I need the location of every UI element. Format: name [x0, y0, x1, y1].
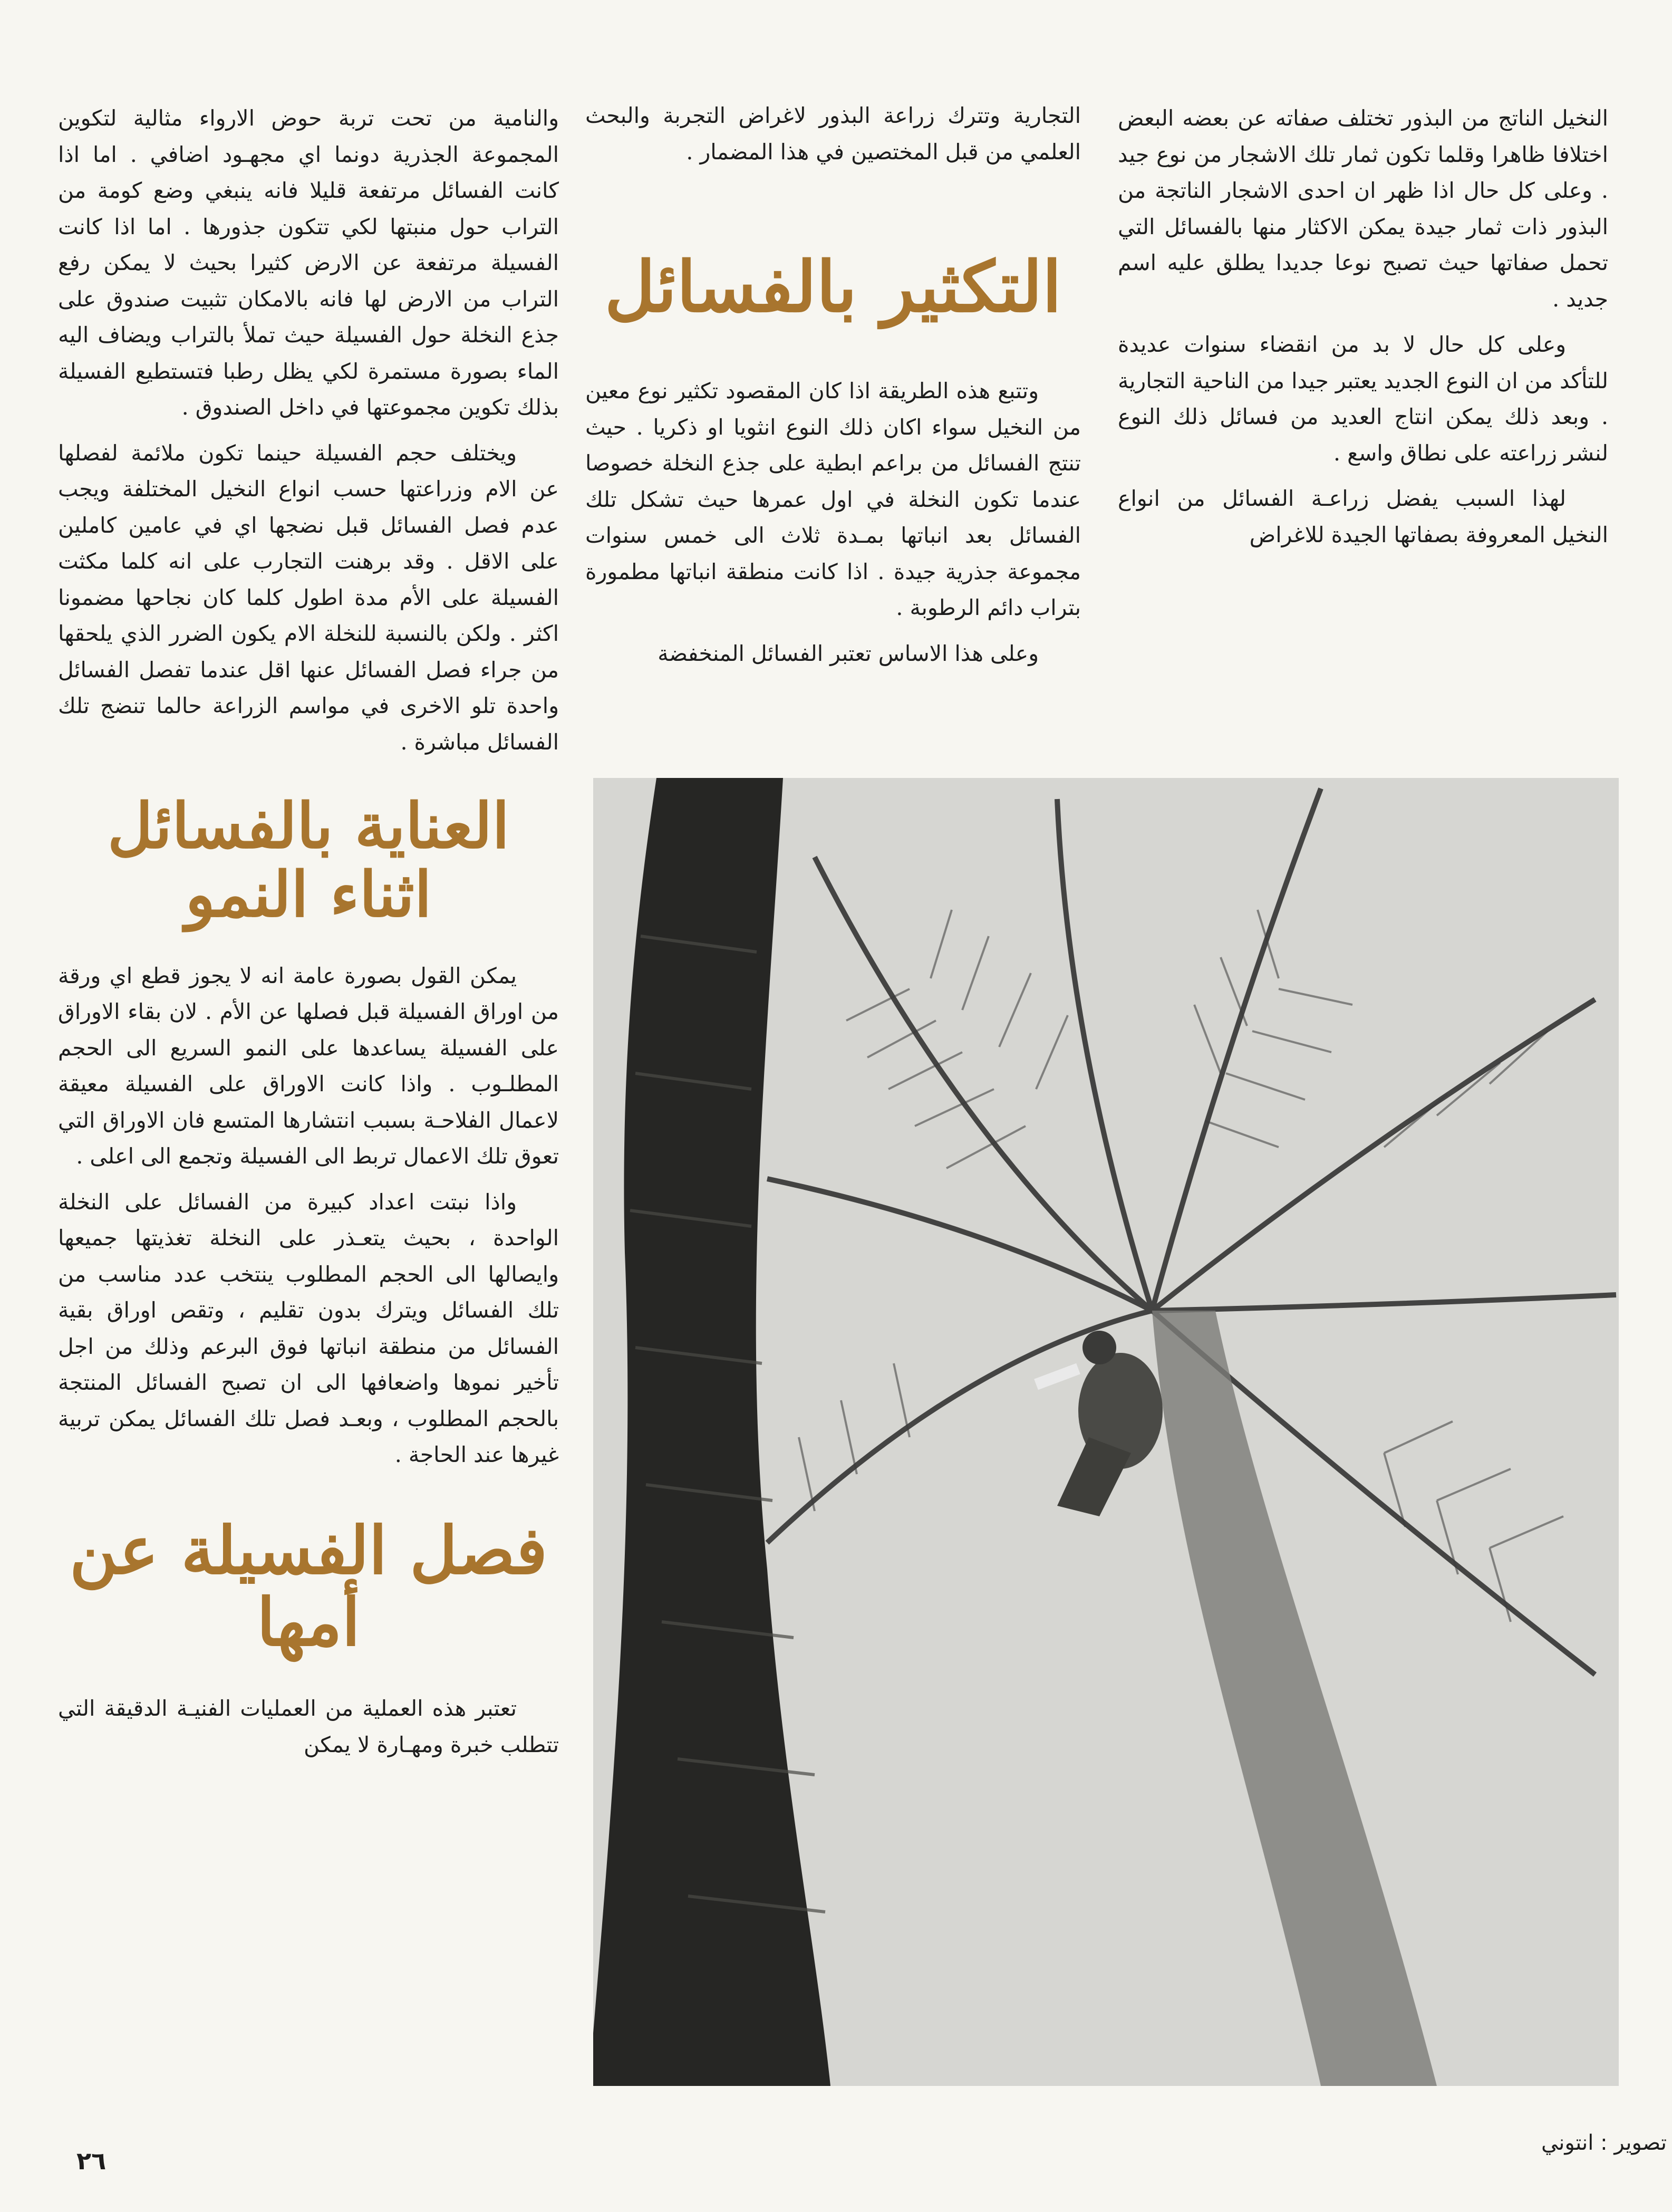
- palm-tree-photo: [593, 778, 1619, 2086]
- body-paragraph: واذا نبتت اعداد كبيرة من الفسائل على النخلة الواحدة ، بحيث يتعـذر على النخلة تغذيتها جميعها وايصالها الى الحجم المطلوب ينتخب عدد مناسب من تلك الفسائل ويترك بدون تقليم ، وتقص اوراق بقية الفسائل من منطقة انباتها فوق البرعم وذلك من اجل تأخير نموها واضعافها الى ان تصبح الفسائل المنتجة بالحجم المطلوب ، وبعـد فصل تلك الفسائل يمكن تربية غيرها عند الحاجة .: [58, 1189, 559, 1468]
- body-paragraph: وعلى كل حال لا بد من انقضاء سنوات عديدة للتأكد من ان النوع الجديد يعتبر جيدا من الناحية التجارية . وبعد ذلك يمكن انتاج العديد من فسائل ذلك النوع لنشر زراعته على نطاق واسع .: [1118, 332, 1608, 466]
- body-paragraph: التجارية وتترك زراعة البذور لاغراض التجربة والبحث العلمي من قبل المختصين في هذا المضمار .: [585, 103, 1081, 165]
- article-column-right: [1118, 100, 1608, 562]
- article-column-left: [58, 100, 559, 1772]
- page-number: ٢٦: [76, 2147, 107, 2175]
- body-paragraph: النخيل الناتج من البذور تختلف صفاته عن بعضه البعض اختلافا ظاهرا وقلما تكون ثمار تلك الاشجار من نوع جيد . وعلى كل حال اذا ظهر ان احدى الاشجار الناتجة من البذور ذات ثمار جيدة يمكن الاكثار منها بالفسائل التي تحمل صفاتها حيث تصبح نوعا جديدا يطلق عليه اسم جديد .: [1118, 105, 1608, 312]
- section-heading: العناية بالفسائل اثناء النمو: [107, 789, 510, 931]
- section-heading: التكثير بالفسائل: [604, 246, 1062, 328]
- photo-credit: تصوير : انتوني: [1541, 2131, 1667, 2155]
- section-heading: فصل الفسيلة عن أمها: [70, 1512, 547, 1661]
- article-column-middle: [585, 98, 1081, 681]
- body-paragraph: ويختلف حجم الفسيلة حينما تكون ملائمة لفصلها عن الام وزراعتها حسب انواع النخيل المختلفة ويجب عدم فصل الفسائل قبل نضجها اي في عامين كاملين على الاقل . وقد برهنت التجارب على انه كلما مكثت الفسيلة على الأم مدة اطول كلما كان نجاحها مضمونا اكثر . ولكن بالنسبة للنخلة الام يكون الضرر الذي يلحقها من جراء فصل الفسائل عنها اقل عندما تفصل الفسائل واحدة تلو الاخرى في مواسم الزراعة حالما تنضج تلك الفسائل مباشرة .: [58, 440, 559, 755]
- body-paragraph: يمكن القول بصورة عامة انه لا يجوز قطع اي ورقة من اوراق الفسيلة قبل فصلها عن الأم . لان بقاء الاوراق على الفسيلة يساعدها على النمو السريع الى الحجم المطلـوب . واذا كانت الاوراق على الفسيلة معيقة لاعمال الفلاحـة بسبب انتشارها المتسع فان الاوراق التي تعوق تلك الاعمال تربط الى الفسيلة وتجمع الى اعلى .: [58, 963, 559, 1169]
- body-paragraph: لهذا السبب يفضل زراعـة الفسائل من انواع النخيل المعروفة بصفاتها الجيدة للاغراض: [1118, 486, 1608, 547]
- body-paragraph: وعلى هذا الاساس تعتبر الفسائل المنخفضة: [658, 640, 1039, 666]
- body-paragraph: والنامية من تحت تربة حوض الارواء مثالية لتكوين المجموعة الجذرية دونما اي مجهـود اضافي . اما اذا كانت الفسائل مرتفعة قليلا فانه ينبغي وضع كومة من التراب حول منبتها لكي تتكون جذورها . اما اذا كانت الفسيلة مرتفعة عن الارض كثيرا بحيث لا يمكن رفع التراب من الارض لها فانه بالامكان تثبيت صندوق على جذع النخلة حول الفسيلة حيث تملأ بالتراب ويضاف اليه الماء بصورة مستمرة لكي يظل رطبا فتستطيع الفسيلة بذلك تكوين مجموعتها في داخل الصندوق .: [58, 105, 559, 420]
- palm-illustration: [593, 778, 1619, 2086]
- body-paragraph: تعتبر هذه العملية من العمليات الفنيـة الدقيقة التي تتطلب خبرة ومهـارة لا يمكن: [58, 1696, 559, 1757]
- body-paragraph: وتتبع هذه الطريقة اذا كان المقصود تكثير نوع معين من النخيل سواء اكان ذلك النوع انثويا او ذكريا . حيث تنتج الفسائل من براعم ابطية على جذع النخلة خصوصا عندما تكون النخلة في اول عمرها حيث تشكل تلك الفسائل بعد انباتها بمـدة ثلاث الى خمس سنوات مجموعة جذرية جيدة . اذا كانت منطقة انباتها مطمورة بتراب دائم الرطوبة .: [585, 378, 1081, 621]
